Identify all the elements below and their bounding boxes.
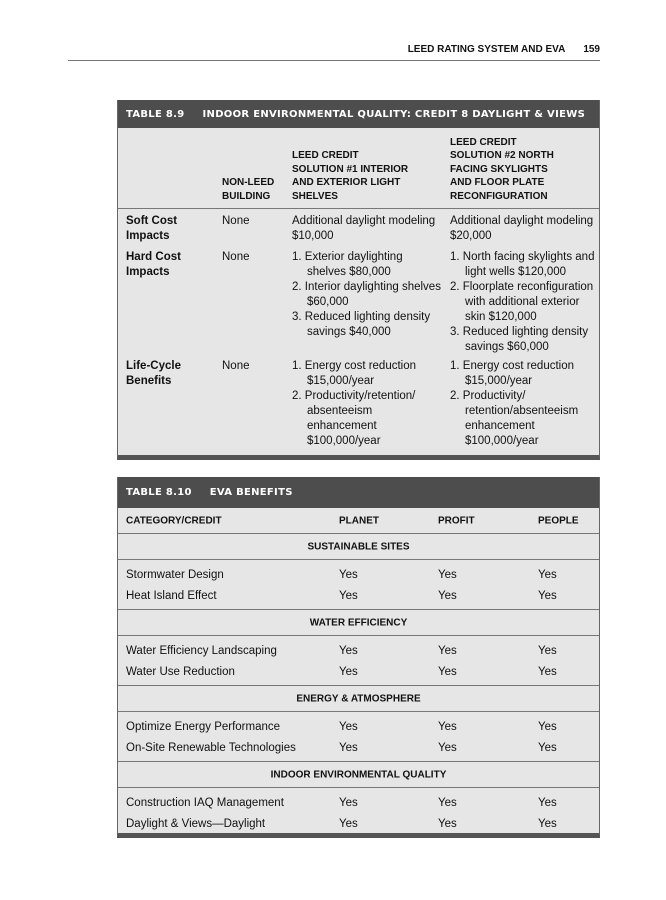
cell-item: 2. Floorplate reconfiguration with additional exterior skin $120,000 [450,281,594,323]
section-header-row [118,686,599,712]
table-header-row [118,128,599,209]
table-row [118,585,599,606]
profit-value: Yes [438,589,457,602]
cell-item: 2. Interior daylighting shelves $60,000 [292,281,441,308]
table-row [118,661,599,682]
credit-name: On-Site Renewable Technologies [126,741,296,754]
table-row [118,640,599,661]
cell-item: 3. Reduced lighting density savings $60,000 [450,326,589,353]
cell-item: 1. Energy cost reduction $15,000/year [450,360,575,387]
table-row [118,716,599,737]
table-body [118,534,599,837]
non-leed-value: None [222,215,250,227]
page-number: 159 [583,44,600,55]
table-number: TABLE 8.10 [126,487,192,498]
profit-value: Yes [438,720,457,733]
table-8-10 [117,477,600,838]
table-title-bar [118,100,599,128]
people-value: Yes [538,665,557,678]
section-name: WATER EFFICIENCY [309,617,408,628]
people-value: Yes [538,644,557,657]
solution-1-cell [292,214,442,244]
row-label: Life-Cycle Benefits [126,360,181,387]
profit-value: Yes [438,568,457,581]
planet-value: Yes [339,796,358,809]
solution-2-cell [450,214,600,244]
section-header-row [118,610,599,636]
cell-item: 1. North facing skylights and light wells $120,000 [450,251,595,278]
header-non-leed: NON-LEED BUILDING [222,177,275,202]
table-title-bar [118,477,599,508]
people-value: Yes [538,589,557,602]
non-leed-value: None [222,360,250,372]
section-rows [118,560,599,610]
section-rows [118,636,599,686]
section-header-row [118,762,599,788]
credit-name: Water Use Reduction [126,665,235,678]
cell-item: Additional daylight modeling $20,000 [450,215,594,242]
credit-name: Construction IAQ Management [126,796,284,809]
table-row [118,737,599,758]
cell-item: 1. Energy cost reduction $15,000/year [292,360,417,387]
section-rows [118,788,599,837]
credit-name: Heat Island Effect [126,589,217,602]
planet-value: Yes [339,741,358,754]
profit-value: Yes [438,817,457,830]
profit-value: Yes [438,644,457,657]
people-value: Yes [538,817,557,830]
people-value: Yes [538,568,557,581]
section-name: SUSTAINABLE SITES [307,541,410,552]
credit-name: Optimize Energy Performance [126,720,281,733]
planet-value: Yes [339,665,358,678]
credit-name: Stormwater Design [126,568,224,581]
planet-value: Yes [339,644,358,657]
row-label: Soft Cost Impacts [126,215,178,242]
people-value: Yes [538,796,557,809]
solution-2-cell [450,359,600,449]
section-rows [118,712,599,762]
table-number: TABLE 8.9 [126,108,185,120]
table-8-9 [117,100,600,460]
credit-name: Daylight & Views—Daylight [126,817,266,830]
planet-value: Yes [339,720,358,733]
running-head [68,44,600,61]
table-header-row [118,508,599,534]
header-solution-1: LEED CREDIT SOLUTION #1 INTERIOR AND EXTERIOR LIGHT SHELVES [292,150,409,202]
table-title: INDOOR ENVIRONMENTAL QUALITY: CREDIT 8 DAYLIGHT & VIEWS [202,108,586,120]
section-name: ENERGY & ATMOSPHERE [296,693,421,704]
table-row [118,813,599,834]
table-title: EVA BENEFITS [209,487,293,498]
planet-value: Yes [339,589,358,602]
profit-value: Yes [438,741,457,754]
header-profit: PROFIT [438,515,475,526]
profit-value: Yes [438,796,457,809]
cell-item: Additional daylight modeling $10,000 [292,215,436,242]
solution-2-cell [450,250,600,355]
planet-value: Yes [339,568,358,581]
credit-name: Water Efficiency Landscaping [126,644,277,657]
people-value: Yes [538,741,557,754]
header-category: CATEGORY/CREDIT [126,515,222,526]
header-people: PEOPLE [538,515,579,526]
profit-value: Yes [438,665,457,678]
planet-value: Yes [339,817,358,830]
solution-1-cell [292,359,442,449]
running-head-title: LEED RATING SYSTEM AND EVA [407,44,566,55]
table-row [118,792,599,813]
row-label: Hard Cost Impacts [126,251,181,278]
solution-1-cell [292,250,442,340]
table-row [118,564,599,585]
people-value: Yes [538,720,557,733]
section-name: INDOOR ENVIRONMENTAL QUALITY [270,769,447,780]
cell-item: 1. Exterior daylighting shelves $80,000 [292,251,403,278]
header-solution-2: LEED CREDIT SOLUTION #2 NORTH FACING SKYLIGHTS AND FLOOR PLATE RECONFIGURATION [450,136,554,202]
non-leed-value: None [222,251,250,263]
header-planet: PLANET [339,515,379,526]
section-header-row [118,534,599,560]
cell-item: 2. Productivity/ retention/absenteeism enhancement $100,000/year [450,390,579,447]
cell-item: 3. Reduced lighting density savings $40,000 [292,311,431,338]
cell-item: 2. Productivity/retention/ absenteeism enhancement $100,000/year [292,390,416,447]
